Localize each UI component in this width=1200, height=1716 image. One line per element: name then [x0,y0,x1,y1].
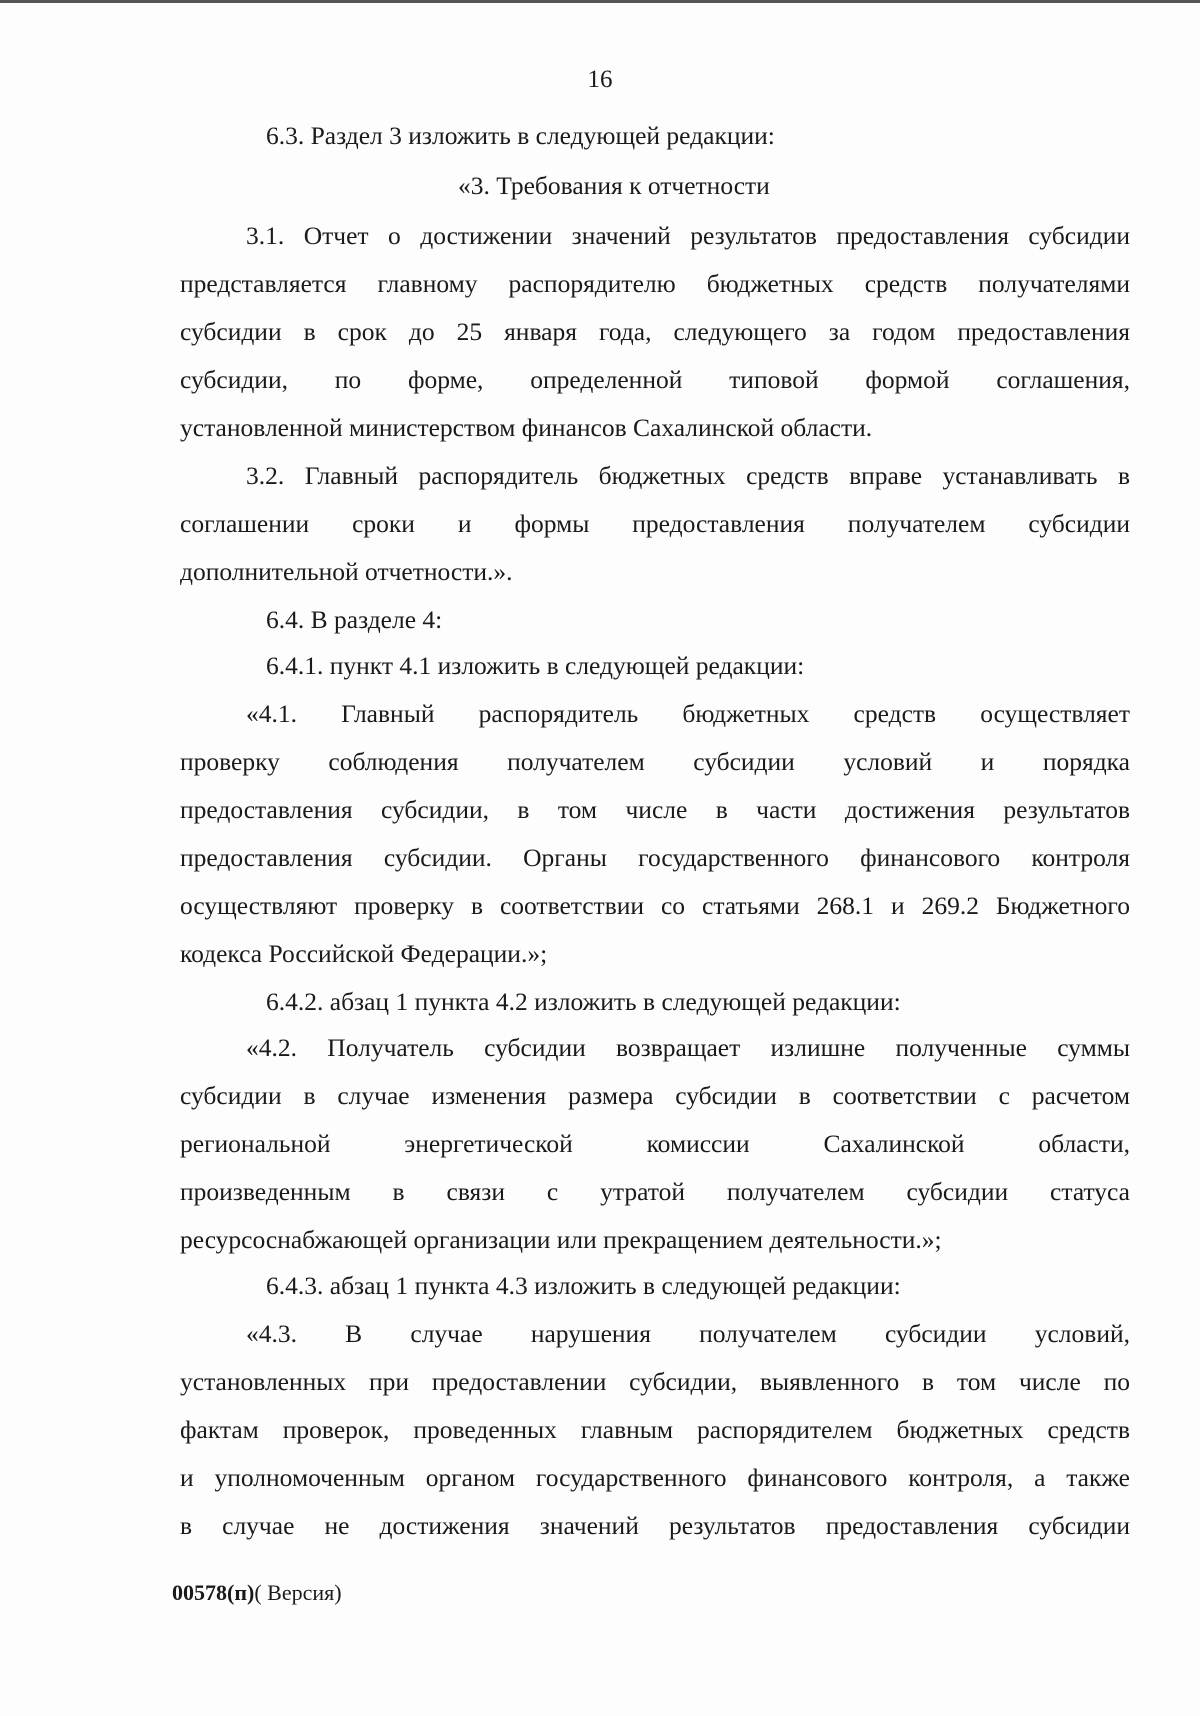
scan-edge [0,0,1200,3]
text-line: дополнительной отчетности.». [180,557,513,586]
text-line: ресурсоснабжающей организации или прекращением деятельности.»; [180,1225,942,1254]
text-line: 6.4.2. абзац 1 пункта 4.2 изложить в следующей редакции: [266,987,901,1016]
text-line: кодекса Российской Федерации.»; [180,939,548,968]
text-line: субсидии в срок до 25 января года, следующего за годом предоставления [180,317,1130,346]
text-line: 6.4.3. абзац 1 пункта 4.3 изложить в следующей редакции: [266,1271,901,1300]
document-footer [172,1580,342,1606]
text-line: 6.4.1. пункт 4.1 изложить в следующей редакции: [266,651,805,680]
document-version: ( Версия) [254,1580,342,1605]
text-line: произведенным в связи с утратой получателем субсидии статуса [180,1177,1130,1206]
text-line: представляется главному распорядителю бюджетных средств получателями [180,269,1130,298]
text-line: «4.2. Получатель субсидии возвращает излишне полученные суммы [246,1033,1130,1062]
text-line: установленной министерством финансов Сахалинской области. [180,413,873,442]
text-line: «3. Требования к отчетности [458,171,770,200]
text-line: 6.4. В разделе 4: [266,605,443,634]
text-line: фактам проверок, проведенных главным распорядителем бюджетных средств [180,1415,1130,1444]
text-line: осуществляют проверку в соответствии со статьями 268.1 и 269.2 Бюджетного [180,891,1130,920]
text-line: в случае не достижения значений результатов предоставления субсидии [180,1511,1130,1540]
text-line: субсидии в случае изменения размера субсидии в соответствии с расчетом [180,1081,1130,1110]
text-line: 6.3. Раздел 3 изложить в следующей редакции: [266,121,775,150]
text-line: предоставления субсидии, в том числе в части достижения результатов [180,795,1130,824]
text-line: предоставления субсидии. Органы государственного финансового контроля [180,843,1130,872]
text-line: проверку соблюдения получателем субсидии условий и порядка [180,747,1130,776]
text-line: региональной энергетической комиссии Сахалинской области, [180,1129,1130,1158]
text-line: 3.2. Главный распорядитель бюджетных средств вправе устанавливать в [246,461,1130,490]
text-line: соглашении сроки и формы предоставления получателем субсидии [180,509,1130,538]
document-code: 00578(п) [172,1580,255,1605]
text-line: субсидии, по форме, определенной типовой формой соглашения, [180,365,1130,394]
text-line: «4.3. В случае нарушения получателем субсидии условий, [246,1319,1130,1348]
page-number: 16 [587,66,613,93]
text-line: 3.1. Отчет о достижении значений результатов предоставления субсидии [246,221,1130,250]
text-line: и уполномоченным органом государственного финансового контроля, а также [180,1463,1130,1492]
text-line: «4.1. Главный распорядитель бюджетных средств осуществляет [246,699,1130,728]
text-line: установленных при предоставлении субсидии, выявленного в том числе по [180,1367,1130,1396]
